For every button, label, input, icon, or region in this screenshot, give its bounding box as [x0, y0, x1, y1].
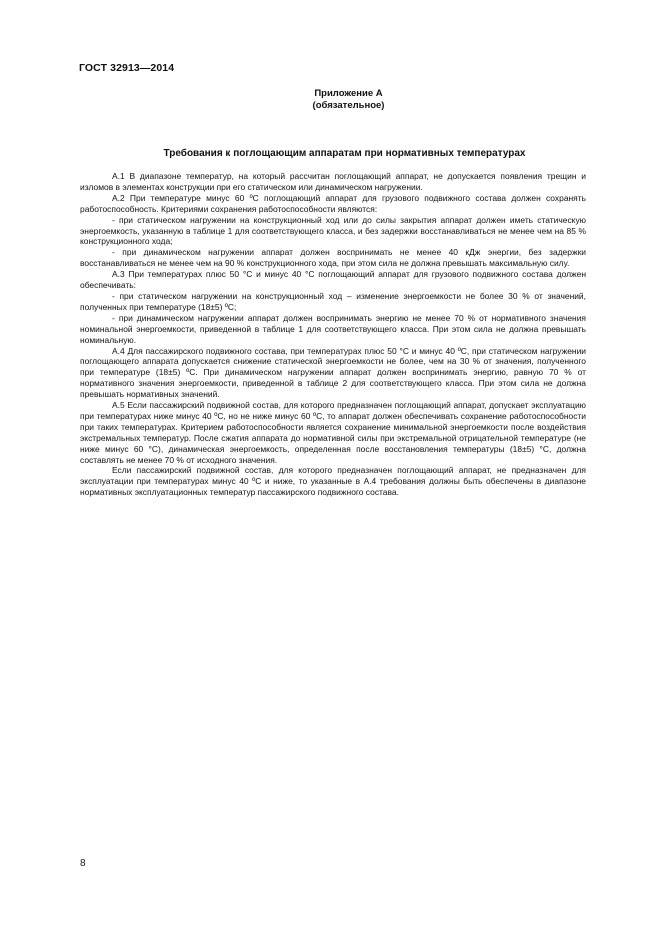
list-item-dynamic-a3: - при динамическом нагружении аппарат должен воспринимать энергию не менее 70 % от нормативного значения номинальной энергоемкости, приведенной в таблице 1 для соответствующего класса. При этом сила не должна превышать номинальную. — [80, 312, 586, 345]
page-number: 8 — [80, 858, 86, 869]
paragraph-a4: А.4 Для пассажирского подвижного состава, при температурах плюс 50 °С и минус 40 ºС, при статическом нагружении поглощающего аппарата допускается снижение статической энергоемкости не более, чем на 30 % от значения, полученного при температуре (18±5) ºС. При динамическом нагружении аппарат должен воспринимать энергию, равную 70 % от нормативного значения энергоемкости, приведенной в таблице 2 для соответствующего класса. При этом сила не должна превышать нормативных значений. — [80, 345, 586, 400]
standard-header: ГОСТ 32913—2014 — [79, 62, 175, 74]
list-item-static-60: - при статическом нагружении на конструкционный ход или до силы закрытия аппарат должен иметь статическую энергоемкость, указанную в таблице 1 для соответствующего класса, и без задержки восстанавливаться не менее чем на 85 % конструкционного хода; — [80, 214, 586, 247]
body-text — [80, 171, 586, 498]
section-title: Требования к поглощающим аппаратам при нормативных температурах — [163, 148, 526, 159]
paragraph-a5: А.5 Если пассажирский подвижной состав, для которого предназначен поглощающий аппарат, допускает эксплуатацию при температурах ниже минус 40 ºС, но не ниже минус 60 ºС, то аппарат должен обеспечивать сохранение работоспособности при таких температурах. Критерием работоспособности является сохранение минимальной энергоемкости после воздействия экстремальных температур. После сжатия аппарата до нормативной силы при экстремальной отрицательной температуре (не ниже минус 60 °С), динамическая энергоемкость, определенная после восстановления температуры (18±5) °С, должна составлять не менее 70 % от исходного значения. — [80, 400, 586, 465]
list-item-dynamic-60: - при динамическом нагружении аппарат должен воспринимать не менее 40 кДж энергии, без задержки восстанавливаться не менее чем на 90 % конструкционного хода, при этом сила не должна превышать максимальную силу. — [80, 247, 586, 269]
paragraph-a5-continued: Если пассажирский подвижной состав, для которого предназначен поглощающий аппарат, не предназначен для эксплуатации при температурах минус 40 ºС и ниже, то указанные в А.4 требования должны быть обеспечены в диапазоне нормативных эксплуатационных температур пассажирского подвижного состава. — [80, 465, 586, 498]
paragraph-a2: А.2 При температуре минус 60 ºС поглощающий аппарат для грузового подвижного состава должен сохранять работоспособность. Критериями сохранения работоспособности являются: — [80, 192, 586, 214]
list-item-static-a3: - при статическом нагружении на конструкционный ход – изменение энергоемкости не более 30 % от значений, полученных при температуре (18±5) ºС; — [80, 290, 586, 312]
paragraph-a3: А.3 При температурах плюс 50 °С и минус 40 °С поглощающий аппарат для грузового подвижного состава должен обеспечивать: — [80, 269, 586, 291]
appendix-title: Приложение А — [314, 88, 383, 99]
appendix-status: (обязательное) — [312, 100, 385, 111]
paragraph-a1: А.1 В диапазоне температур, на который рассчитан поглощающий аппарат, не допускается появления трещин и изломов в элементах конструкции при его статическом или динамическом нагружении. — [80, 171, 586, 192]
